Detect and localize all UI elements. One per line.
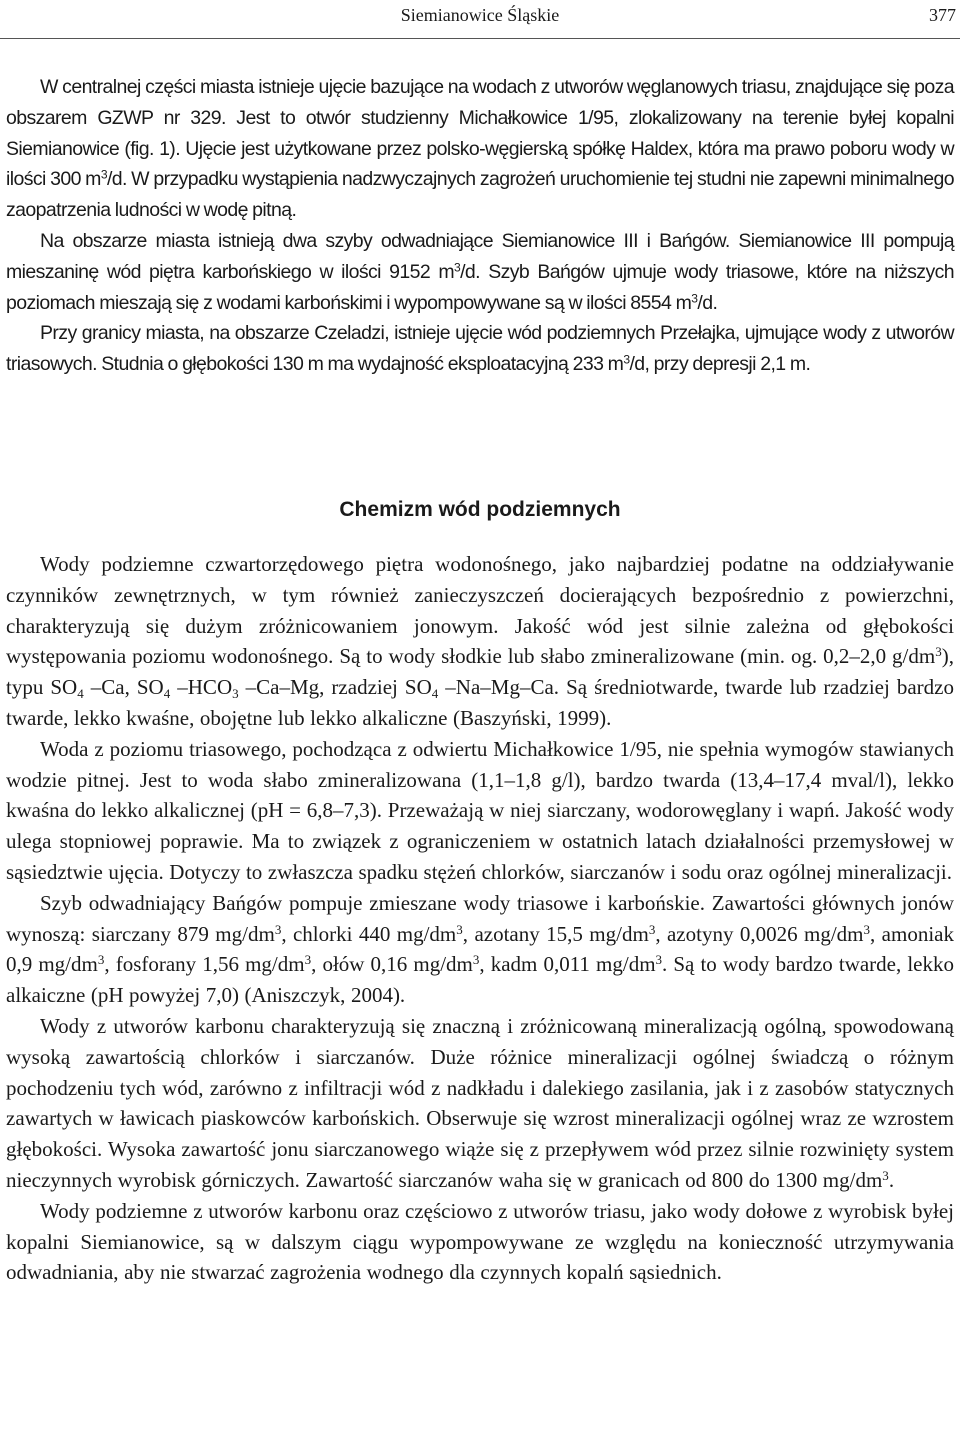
paragraph-quaternary-waters: Wody podziemne czwartorzędowego piętra wodonośnego, jako najbardziej podatne na oddziaływanie czynników zewnętrznych, w tym również zanieczyszczeń docierających bezpośrednio z powierzchni, charakteryzują się dużym zróżnicowaniem jonowym. Jakość wód jest silnie zależna od głębokości występowania poziomu wodonośnego. Są to wody słodkie lub słabo zmineralizowane (min. og. 0,2–2,0 $g/dm^3$), typu $SO_4$ –Ca, $SO_4$ $-HCO_3$ –Ca–Mg, rzadziej $SO_4$ –Na–Mg–Ca. Są średniotwarde, twarde lub rzadziej bardzo twarde, lekko kwaśne, obojętne lub lekko alkaliczne (Baszyński, 1999). bbox=[6, 552, 954, 730]
paragraph-mine-waters: Wody podziemne z utworów karbonu oraz częściowo z utworów triasu, jako wody dołowe z wyrobisk byłej kopalni Siemianowice, są w dalszym ciągu wypompowywane ze względu na konieczność utrzymywania odwadniania, aby nie stwarzać zagrożenia wodnego dla czynnych kopalń sąsiednich. bbox=[6, 1198, 954, 1285]
running-title: Siemianowice Śląskie bbox=[400, 5, 560, 25]
paragraph-drainage-shafts: Na obszarze miasta istnieją dwa szyby odwadniające Siemianowice III i Bańgów. Siemianowice III pompują mieszaninę wód piętra karbońskiego w ilości 9152 $m^3/d$. Szyb Bańgów ujmuje wody triasowe, które na niższych poziomach mieszają się z wodami karbońskimi i wypompowywane są w ilości 8554 $m^3/d$. bbox=[6, 229, 954, 314]
paragraph-carboniferous-waters: Wody z utworów karbonu charakteryzują się znaczną i zróżnicowaną mineralizacją ogólną, spowodowaną wysoką zawartością chlorków i siarczanów. Duże różnice mineralizacji ogólnej świadczą o różnym pochodzeniu tych wód, zarówno z infiltracji wód z nadkładu i dalekiego zasilania, jak i z zasobów statycznych zawartych w ławicach piaskowców karbońskich. Obserwuje się wzrost mineralizacji ogólnej wraz ze wzrostem głębokości. Wysoka zawartość jonu siarczanowego wiąże się z przepływem wód przez silnie rozwinięty system nieczynnych wyrobisk górniczych. Zawartość siarczanów waha się w granicach od 800 do 1300 $mg/dm^3$. bbox=[6, 1013, 954, 1192]
paragraph-przelajka-intake: Przy granicy miasta, na obszarze Czeladzi, istnieje ujęcie wód podziemnych Przełajka, ujmujące wody z utworów triasowych. Studnia o głębokości 130 m ma wydajność eksploatacyjną 233 $m^3/d$, przy depresji 2,1 m. bbox=[6, 322, 954, 376]
paragraph-intake-michalkowice: W centralnej części miasta istnieje ujęcie bazujące na wodach z utworów węglanowych triasu, znajdujące się poza obszarem GZWP nr 329. Jest to otwór studzienny Michałkowice 1/95, zlokalizowany na terenie byłej kopalni Siemianowice (fig. 1). Ujęcie jest użytkowane przez polsko-węgierską spółkę Haldex, która ma prawo poboru wody w ilości 300 $m^3/d$. W przypadku wystąpienia nadzwyczajnych zagrożeń uruchomienie tej studni nie zapewni minimalnego zaopatrzenia ludności w wodę pitną. bbox=[6, 76, 954, 222]
paragraph-bangow-ions: Szyb odwadniający Bańgów pompuje zmieszane wody triasowe i karbońskie. Zawartości głównych jonów wynoszą: siarczany 879 $mg/dm^3$, chlorki 440 $mg/dm^3$, azotany 15,5 $mg/dm^3$, azotyny 0,0026 $mg/dm^3$, amoniak 0,9 $mg/dm^3$, fosforany 1,56 $mg/dm^3$, ołów 0,16 $mg/dm^3$, kadm 0,011 $mg/dm^3$. Są to wody bardzo twarde, lekko alkaiczne (pH powyżej 7,0) (Aniszczyk, 2004). bbox=[6, 890, 954, 1008]
page-header bbox=[0, 0, 960, 39]
paragraph-triassic-water: Woda z poziomu triasowego, pochodząca z odwiertu Michałkowice 1/95, nie spełnia wymogów stawianych wodzie pitnej. Jest to woda słabo zmineralizowana (1,1–1,8 g/l), bardzo twarda (13,4–17,4 mval/l), lekko kwaśna do lekko alkalicznej (pH = 6,8–7,3). Przeważają w niej siarczany, wodorowęglany i wapń. Jakość wody ulega stopniowej poprawie. Ma to związek z ograniczeniem w ostatnich latach działalności przemysłowej w sąsiedztwie ujęcia. Dotyczy to zwłaszcza spadku stężeń chlorków, siarczanów i sodu oraz ogólnej mineralizacji. bbox=[6, 736, 954, 884]
text-block-top bbox=[6, 72, 954, 380]
section-heading: Chemizm wód podziemnych bbox=[339, 498, 621, 521]
text-block-bottom bbox=[6, 549, 954, 1288]
page-number: 377 bbox=[929, 5, 956, 25]
